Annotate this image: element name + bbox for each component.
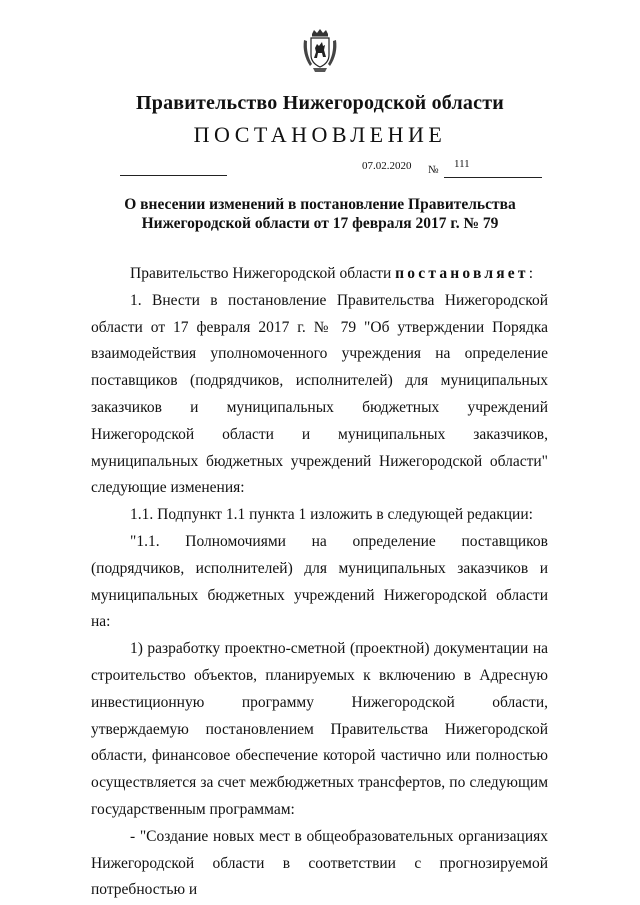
coat-of-arms-icon	[301, 28, 339, 74]
preamble-lead: Правительство Нижегородской области	[130, 265, 396, 282]
registration-date: 07.02.2020	[362, 160, 412, 172]
registration-number: 111	[454, 158, 470, 170]
subject-line-2: Нижегородской области от 17 февраля 2017 г. № 79	[141, 215, 499, 232]
paragraph-quote-1-1: "1.1. Полномочиями на определение поставщиков (подрядчиков, исполнителей) для муниципальных заказчиков и муниципальных бюджетных учреждений Нижегородской области на:	[91, 532, 548, 631]
preamble-verb: постановляет	[395, 265, 529, 282]
document-body	[91, 261, 548, 904]
document-type-heading: ПОСТАНОВЛЕНИЕ	[193, 122, 447, 147]
paragraph-item-1: 1) разработку проектно-сметной (проектной) документации на строительство объектов, планируемых к включению в Адресную инвестиционную программу Нижегородской области, утверждаемую постановлением Правительства Нижегородской области, финансовое обеспечение которой частично или полностью осуществляется за счет межбюджетных трансфертов, по следующим государственным программам:	[91, 640, 548, 818]
document-subject	[0, 195, 640, 233]
number-sign: №	[428, 164, 439, 176]
paragraph-1: 1. Внести в постановление Правительства Нижегородской области от 17 февраля 2017 г. № 79 "Об утверждении Порядка взаимодействия уполномоченного учреждения на определение поставщиков (подрядчиков, исполнителей) для муниципальных заказчиков и муниципальных бюджетных учреждений Нижегородской области и муниципальных заказчиков, муниципальных бюджетных учреждений Нижегородской области" следующие изменения:	[91, 291, 548, 497]
subject-line-1: О внесении изменений в постановление Правительства	[124, 196, 516, 213]
paragraph-1-1: 1.1. Подпункт 1.1 пункта 1 изложить в следующей редакции:	[130, 506, 533, 524]
preamble-paragraph	[91, 261, 548, 288]
signature-date-line	[120, 175, 227, 176]
preamble-end: :	[528, 265, 534, 282]
paragraph-program-item: - "Создание новых мест в общеобразовательных организациях Нижегородской области в соответствии с прогнозируемой потребностью и	[91, 827, 548, 899]
government-title: Правительство Нижегородской области	[136, 92, 504, 114]
registration-number-line	[444, 177, 542, 178]
